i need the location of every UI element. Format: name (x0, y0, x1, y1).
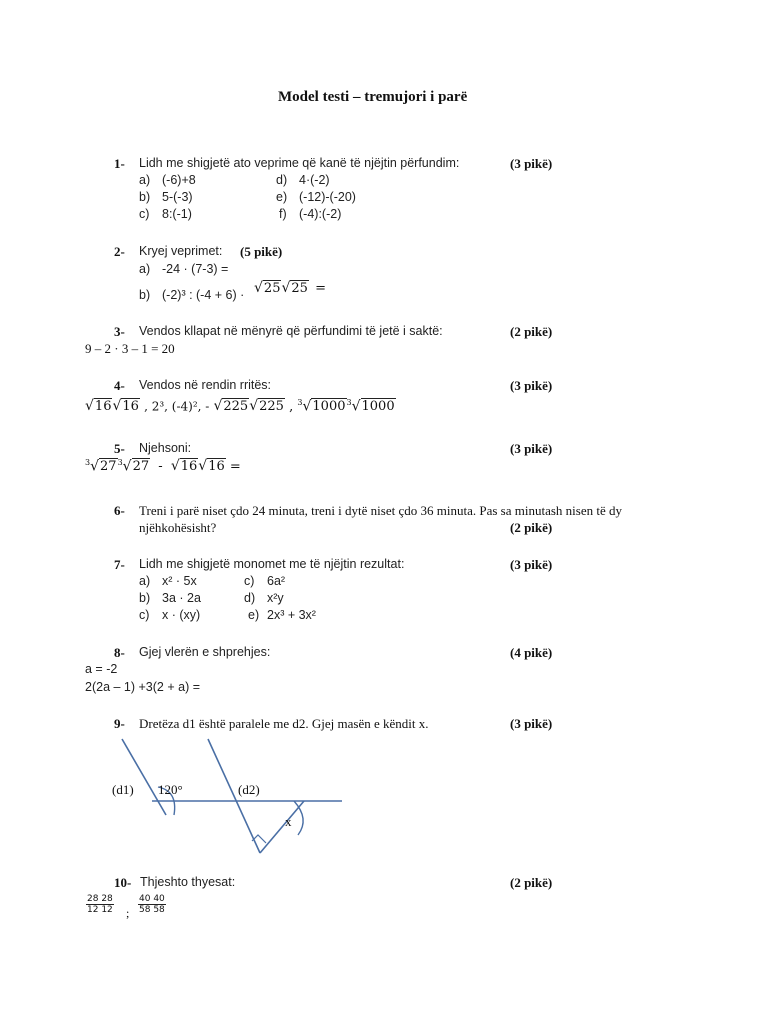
q1-option-e-label: e) (276, 190, 288, 204)
question-8-points: (4 pikë) (510, 645, 553, 660)
question-8-text: Gjej vlerën e shprehjes: (139, 645, 271, 659)
sqrt-symbol: √225 (249, 398, 284, 415)
q2-part-a: -24 · (7-3) = (162, 262, 229, 276)
q10-fraction-2-denominator: 58 58 (139, 905, 165, 915)
q1-option-c-label: c) (139, 207, 150, 221)
q4-expression (85, 398, 396, 414)
q1-option-b: 5-(-3) (162, 190, 193, 204)
cube-root-symbol: $^3$√1000 (297, 398, 346, 415)
q2-part-a-label: a) (139, 262, 151, 276)
q5-radicand: 27 (100, 459, 117, 475)
q7-option-b: 3a · 2a (162, 591, 201, 605)
q10-fraction-1-denominator: 12 12 (87, 905, 113, 915)
q1-option-d: 4·(-2) (299, 173, 330, 187)
label-d1: (d1) (112, 782, 134, 797)
question-2-text: Kryej veprimet: (139, 244, 223, 258)
question-10-text: Thjeshto thyesat: (140, 875, 236, 889)
sqrt-symbol: √16 (112, 398, 139, 415)
question-10-number: 10- (114, 875, 132, 890)
question-2-number: 2- (114, 244, 125, 259)
q5-radicand: 16 (180, 459, 198, 475)
q7-option-c2-label: c) (139, 608, 150, 622)
q4-radicand: 16 (122, 399, 139, 415)
label-angle-120: 120° (158, 782, 183, 797)
q1-option-a: (-6)+8 (162, 173, 196, 187)
question-3-number: 3- (114, 324, 125, 339)
question-4-number: 4- (114, 378, 125, 393)
question-1-points: (3 pikë) (510, 156, 553, 171)
q7-option-c-label: c) (244, 574, 255, 588)
q2-equals: = (315, 281, 326, 296)
question-6-text: Treni i parë niset çdo 24 minuta, treni i dytë niset çdo 36 minuta. Pas sa minutash nisen të dy (139, 503, 622, 518)
q1-option-d-label: d) (276, 173, 288, 187)
parallel-lines-diagram (100, 735, 360, 865)
q1-option-f: (-4):(-2) (299, 207, 342, 221)
q1-option-b-label: b) (139, 190, 151, 204)
transversal-line-d1 (122, 739, 166, 815)
q4-radicand: 225 (223, 399, 249, 415)
q5-radicand: 16 (208, 459, 225, 475)
question-10-points: (2 pikë) (510, 875, 553, 890)
question-9-points: (3 pikë) (510, 716, 553, 731)
q7-option-c: 6a² (267, 574, 286, 588)
question-2-points: (5 pikë) (240, 244, 283, 259)
root-index: 3 (85, 458, 91, 467)
q1-option-a-label: a) (139, 173, 151, 187)
q4-middle-terms: , 2³, (-4)², - (144, 399, 210, 414)
q10-separator: ; (126, 906, 130, 920)
q4-radicand: 16 (94, 399, 112, 415)
q7-option-e-label: e) (248, 608, 260, 622)
q8-given: a = -2 (85, 662, 118, 676)
question-1-text: Lidh me shigjetë ato veprime që kanë të njëjtin përfundim: (139, 156, 460, 170)
q5-radicand: 27 (132, 459, 150, 475)
question-7-text: Lidh me shigjetë monomet me të njëjtin rezultat: (139, 557, 405, 571)
cube-root-symbol: $^3$√27 (117, 458, 150, 475)
question-6-number: 6- (114, 503, 125, 518)
q4-radicand: 1000 (361, 399, 395, 415)
q3-expression: 9 – 2 · 3 – 1 = 20 (85, 341, 175, 356)
question-4-points: (3 pikë) (510, 378, 553, 393)
question-1-number: 1- (114, 156, 125, 171)
root-index: 3 (117, 458, 123, 467)
question-6-text-continued: njëhkohësisht? (139, 520, 217, 535)
question-7-points: (3 pikë) (510, 557, 553, 572)
question-5-number: 5- (114, 441, 125, 456)
q7-option-d-label: d) (244, 591, 256, 605)
question-7-number: 7- (114, 557, 125, 572)
angle-arc-x (294, 801, 303, 835)
cube-root-symbol: $^3$√1000 (346, 398, 395, 415)
root-index: 3 (346, 398, 352, 407)
q10-fraction-2-numerator: 40 40 (139, 894, 165, 904)
label-d2: (d2) (238, 782, 260, 797)
q7-option-c2: x · (xy) (162, 608, 201, 622)
q2-part-b-label: b) (139, 288, 151, 302)
q2-radicand-2: 25 (291, 281, 308, 296)
q5-equals: = (229, 459, 241, 475)
question-6-points: (2 pikë) (510, 520, 553, 535)
q10-fraction-1 (86, 894, 114, 915)
q10-fraction-1-numerator: 28 28 (87, 894, 113, 904)
q1-option-e: (-12)-(-20) (299, 190, 356, 204)
q7-option-e: 2x³ + 3x² (267, 608, 316, 622)
sqrt-symbol: √16 (85, 398, 112, 415)
sqrt-symbol: √25 (281, 280, 308, 296)
q2-radical-expression (254, 280, 326, 296)
label-x: x (285, 814, 292, 829)
question-9-text: Dretëza d1 është paralele me d2. Gjej masën e këndit x. (139, 716, 429, 731)
q2-part-b: (-2)³ : (-4 + 6) · (162, 288, 245, 302)
sqrt-symbol: √16 (170, 458, 198, 475)
question-9-number: 9- (114, 716, 125, 731)
q7-option-a-label: a) (139, 574, 151, 588)
q8-expression: 2(2a – 1) +3(2 + a) = (85, 680, 201, 694)
q4-radicand: 225 (259, 399, 284, 415)
q5-expression (85, 458, 241, 474)
question-5-points: (3 pikë) (510, 441, 553, 456)
q4-radicand: 1000 (312, 399, 346, 415)
sqrt-symbol: √225 (213, 398, 249, 415)
question-8-number: 8- (114, 645, 125, 660)
q4-comma: , (289, 399, 294, 415)
q7-option-a: x² · 5x (162, 574, 197, 588)
q7-option-d: x²y (267, 591, 284, 605)
root-index: 3 (297, 398, 303, 407)
q1-option-c: 8:(-1) (162, 207, 192, 221)
page-title: Model testi – tremujori i parë (278, 89, 468, 105)
sqrt-symbol: √25 (254, 280, 281, 296)
question-3-text: Vendos kllapat në mënyrë që përfundimi të jetë i saktë: (139, 324, 443, 338)
perpendicular-line (260, 801, 304, 853)
question-4-text: Vendos në rendin rritës: (139, 378, 272, 392)
sqrt-symbol: √16 (198, 458, 225, 475)
q7-option-b-label: b) (139, 591, 151, 605)
q2-radicand-1: 25 (263, 281, 281, 296)
q5-minus: - (158, 459, 163, 475)
q1-option-f-label: f) (279, 207, 287, 221)
q10-fraction-2 (138, 894, 166, 915)
cube-root-symbol: $^3$√27 (85, 458, 117, 475)
question-3-points: (2 pikë) (510, 324, 553, 339)
question-5-text: Njehsoni: (139, 441, 192, 455)
